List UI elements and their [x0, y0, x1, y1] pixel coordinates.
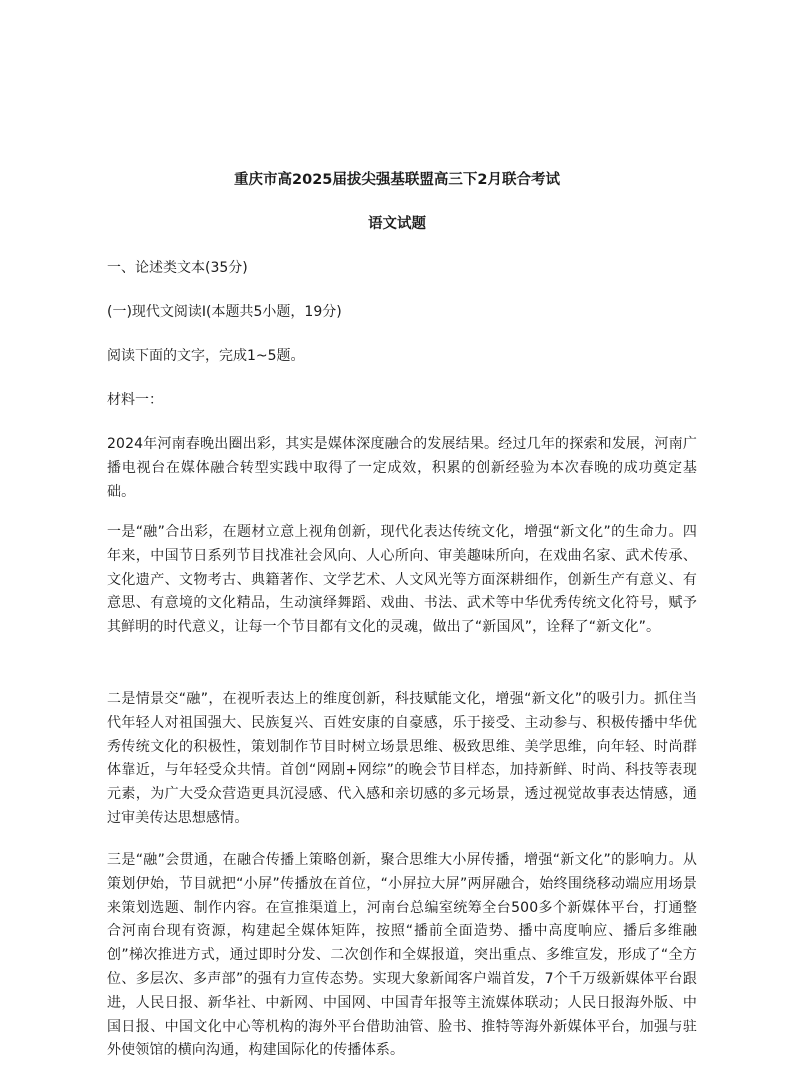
exam-subtitle: 语文试题: [368, 216, 426, 232]
paragraph-intro: 2024年河南春晚出圈出彩，其实是媒体深度融合的发展结果。经过几年的探索和发展，河南广播电视台在媒体融合转型实践中取得了一定成效，积累的创新经验为本次春晚的成功奠定基础。: [107, 436, 697, 500]
material-label: 材料一：: [107, 392, 163, 408]
subsection-heading: (一)现代文阅读Ⅰ(本题共5小题，19分): [107, 304, 342, 320]
section-heading: 一、论述类文本(35分): [107, 260, 248, 276]
paragraph-point-two: 二是情景交“融”，在视听表达上的维度创新，科技赋能文化，增强“新文化”的吸引力。抓住当代年轻人对祖国强大、民族复兴、百姓安康的自豪感，乐于接受、主动参与、积极传播中华优秀传统文化的积极性，策划制作节目时树立场景思维、极致思维、美学思维，向年轻、时尚群体靠近，与年轻受众共情。首创“网剧+网综”的晚会节目样态，加持新鲜、时尚、科技等表现元素，为广大受众营造更具沉浸感、代入感和亲切感的多元场景，透过视觉故事表达情感，通过审美传达思想感情。: [107, 691, 697, 826]
paragraph-point-one: 一是“融”合出彩，在题材立意上视角创新，现代化表达传统文化，增强“新文化”的生命力。四年来，中国节日系列节目找准社会风向、人心所向、审美趣味所向，在戏曲名家、武术传承、文化遗产、文物考古、典籍著作、文学艺术、人文风光等方面深耕细作，创新生产有意义、有意思、有意境的文化精品，生动演绎舞蹈、戏曲、书法、武术等中华优秀传统文化符号，赋予其鲜明的时代意义，让每一个节目都有文化的灵魂，做出了“新国风”，诠释了“新文化”。: [107, 524, 697, 636]
exam-title: 重庆市高2025届拔尖强基联盟高三下2月联合考试: [234, 172, 560, 188]
paragraph-point-three: 三是“融”会贯通，在融合传播上策略创新，聚合思维大小屏传播，增强“新文化”的影响力。从策划伊始，节目就把“小屏”传播放在首位，“小屏拉大屏”两屏融合，始终围绕移动端应用场景来策划选题、制作内容。在宣推渠道上，河南台总编室统筹全台500多个新媒体平台，打通整合河南台现有资源，构建起全媒体矩阵，按照“播前全面造势、播中高度响应、播后多维融创”梯次推进方式，通过即时分发、二次创作和全媒报道，突出重点、多维宣发，形成了“全方位、多层次、多声部”的强有力宣传态势。实现大象新闻客户端首发，7个千万级新媒体平台跟进，人民日报、新华社、中新网、中国网、中国青年报等主流媒体联动；人民日报海外版、中国日报、中国文化中心等机构的海外平台借助油管、脸书、推特等海外新媒体平台，加强与驻外使领馆的横向沟通，构建国际化的传播体系。: [107, 852, 697, 1059]
instruction-text: 阅读下面的文字，完成1~5题。: [107, 348, 305, 364]
